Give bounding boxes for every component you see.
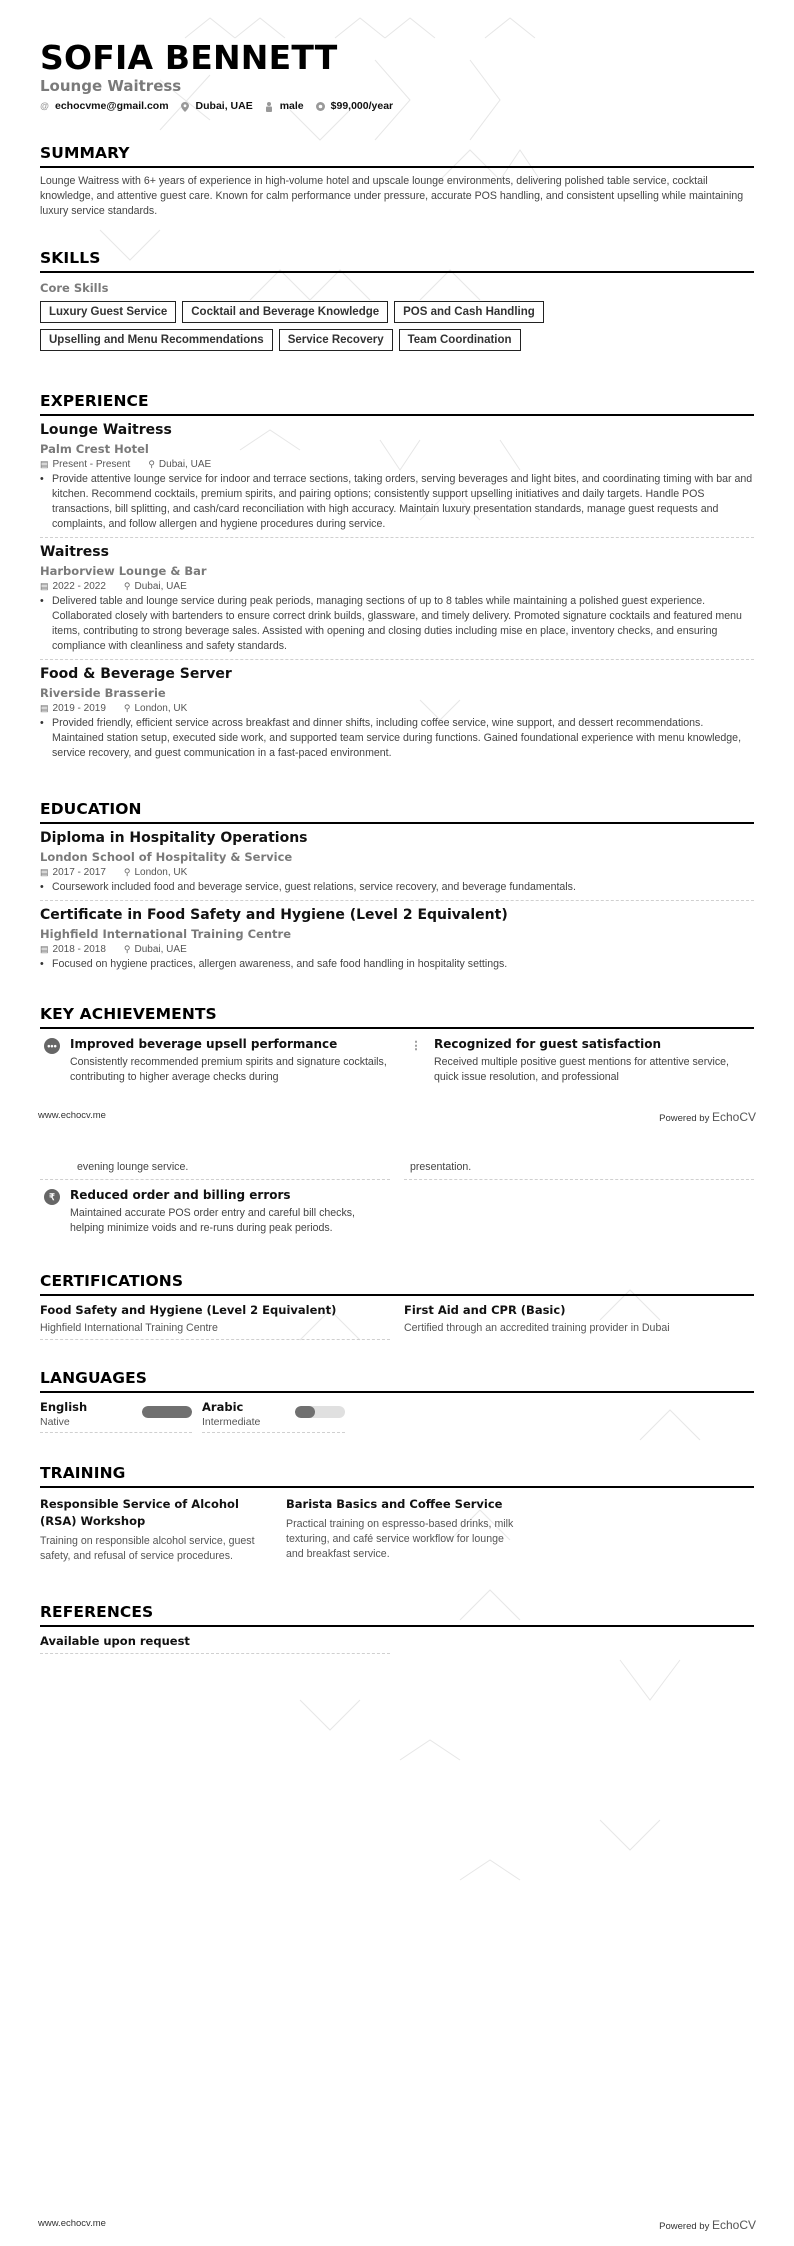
language-proficiency-fill: [142, 1406, 192, 1418]
experience-section: [40, 392, 754, 766]
education-location: Dubai, UAE: [134, 944, 187, 955]
skill-chip: Service Recovery: [279, 329, 393, 351]
calendar-icon: ▤: [40, 459, 49, 469]
contact-gender: [265, 100, 304, 112]
calendar-icon: ▤: [40, 703, 49, 713]
section-title-skills: SKILLS: [40, 249, 754, 273]
certifications-section: [40, 1272, 754, 1340]
education-section: [40, 800, 754, 977]
education-description-text: Coursework included food and beverage service, guest relations, service recovery, and beverage fundamentals.: [52, 881, 576, 893]
footer-powered: [659, 1110, 756, 1124]
skill-chip: Cocktail and Beverage Knowledge: [182, 301, 388, 323]
job-dates: Present - Present: [52, 459, 131, 470]
language-item: [202, 1393, 345, 1433]
education-dates: 2017 - 2017: [52, 867, 106, 878]
bullet-icon: •: [40, 595, 44, 607]
achievement-desc: Maintained accurate POS order entry and careful bill checks, helping minimize voids and re-runs during peak periods.: [70, 1207, 355, 1234]
language-proficiency-fill: [295, 1406, 315, 1418]
section-title-languages: LANGUAGES: [40, 1369, 754, 1393]
experience-entry: [40, 538, 754, 660]
bullet-icon: •: [40, 958, 44, 970]
job-meta: [40, 459, 754, 470]
skills-group-label: Core Skills: [40, 281, 109, 295]
references-section: [40, 1603, 754, 1654]
education-location: London, UK: [134, 867, 188, 878]
references-text: Available upon request: [40, 1627, 390, 1654]
training-desc: Training on responsible alcohol service, guest safety, and refusal of service procedures.: [40, 1535, 255, 1562]
achievements-section: [40, 1005, 754, 1085]
salary-icon: [316, 102, 325, 111]
language-name: Arabic: [202, 1400, 244, 1414]
summary-text: Lounge Waitress with 6+ years of experience in high-volume hotel and upscale lounge environments, delivering polished table service, cocktail knowledge, and attentive guest care. Known for calm performance under pressure, accurate POS handling, and consistent upselling while maintaining luxury service standards.: [40, 175, 744, 217]
job-description-text: Provided friendly, efficient service across breakfast and dinner shifts, including coffee service, wine support, and dessert recommendations. Maintained station setup, executed side work, and supported team service during functions. Gained foundational experience with menu knowledge, service recovery, and guest communication in a fast-paced environment.: [52, 717, 742, 759]
achievement-desc: Received multiple positive guest mentions for attentive service, quick issue resolution, and professional: [434, 1056, 730, 1083]
job-role: Food & Beverage Server: [40, 666, 232, 682]
training-section: [40, 1464, 754, 1564]
candidate-title: Lounge Waitress: [40, 77, 182, 95]
education-description: [40, 957, 754, 972]
powered-by-label: Powered by: [659, 1113, 710, 1124]
achievement-desc: presentation.: [410, 1161, 472, 1173]
language-name: English: [40, 1400, 88, 1414]
section-title-education: EDUCATION: [40, 800, 754, 824]
certification-issuer: Certified through an accredited training provider in Dubai: [404, 1322, 670, 1334]
footer-website[interactable]: www.echocv.me: [38, 2218, 106, 2229]
person-icon: [265, 102, 274, 111]
page-footer: [38, 2218, 756, 2232]
job-company: Palm Crest Hotel: [40, 442, 149, 456]
job-company: Riverside Brasserie: [40, 686, 166, 700]
more-dots-icon: •••: [44, 1038, 60, 1054]
contact-email[interactable]: [40, 100, 169, 112]
language-level: Native: [40, 1416, 70, 1428]
contact-row: [40, 100, 393, 112]
job-meta: [40, 581, 754, 592]
bullet-icon: •: [40, 717, 44, 729]
brand-name: EchoCV: [711, 2218, 756, 2232]
map-pin-icon: ⚲: [123, 867, 131, 877]
achievement-item: [404, 1029, 754, 1085]
skills-section: [40, 249, 754, 351]
skills-chip-list: [40, 301, 640, 351]
rupee-icon: ₹: [44, 1189, 60, 1205]
achievements-grid-continued: [40, 1160, 754, 1236]
map-pin-icon: ⚲: [123, 581, 131, 591]
bullet-icon: •: [40, 881, 44, 893]
skill-chip: Team Coordination: [399, 329, 521, 351]
map-pin-icon: [181, 102, 190, 111]
education-entry: [40, 901, 754, 977]
job-description: [40, 472, 754, 532]
salary-text: $99,000/year: [330, 100, 394, 112]
education-meta: [40, 867, 754, 878]
skill-chip: POS and Cash Handling: [394, 301, 544, 323]
education-description-text: Focused on hygiene practices, allergen awareness, and safe food handling in hospitality settings.: [52, 958, 508, 970]
job-dates: 2019 - 2019: [52, 703, 106, 714]
job-location: Dubai, UAE: [134, 581, 187, 592]
certification-issuer: Highfield International Training Centre: [40, 1322, 218, 1334]
experience-entry: [40, 660, 754, 766]
job-role: Lounge Waitress: [40, 422, 172, 438]
degree-name: Diploma in Hospitality Operations: [40, 830, 308, 846]
email-text: echocvme@gmail.com: [55, 100, 169, 112]
achievement-desc: evening lounge service.: [77, 1161, 189, 1173]
contact-salary: [316, 100, 393, 112]
map-pin-icon: ⚲: [123, 703, 131, 713]
language-item: [40, 1393, 192, 1433]
section-title-certifications: CERTIFICATIONS: [40, 1272, 754, 1296]
education-meta: [40, 944, 754, 955]
language-proficiency-bar: [295, 1406, 345, 1418]
languages-list: [40, 1393, 754, 1433]
languages-section: [40, 1369, 754, 1433]
education-description: [40, 880, 754, 895]
job-location: Dubai, UAE: [158, 459, 212, 470]
school-name: London School of Hospitality & Service: [40, 850, 293, 864]
skill-chip: Upselling and Menu Recommendations: [40, 329, 273, 351]
job-location: London, UK: [134, 703, 188, 714]
section-title-summary: SUMMARY: [40, 144, 754, 168]
experience-entry: [40, 416, 754, 538]
calendar-icon: ▤: [40, 581, 49, 591]
achievement-title: Recognized for guest satisfaction: [434, 1037, 662, 1051]
language-proficiency-bar: [142, 1406, 192, 1418]
achievements-continued: [40, 1160, 754, 1236]
job-dates: 2022 - 2022: [52, 581, 106, 592]
achievement-item: [40, 1029, 390, 1085]
achievement-desc: Consistently recommended premium spirits and signature cocktails, contributing to higher average checks during: [70, 1056, 387, 1083]
section-title-references: REFERENCES: [40, 1603, 754, 1627]
footer-website[interactable]: www.echocv.me: [38, 1110, 106, 1121]
job-meta: [40, 703, 754, 714]
training-name: Barista Basics and Coffee Service: [286, 1497, 503, 1511]
at-icon: @: [40, 100, 49, 111]
school-name: Highfield International Training Centre: [40, 927, 292, 941]
map-pin-icon: ⚲: [123, 944, 131, 954]
powered-by-label: Powered by: [659, 2221, 710, 2232]
certification-name: First Aid and CPR (Basic): [404, 1303, 566, 1317]
certification-item: [404, 1296, 754, 1340]
map-pin-icon: ⚲: [148, 459, 155, 469]
footer-powered: [659, 2218, 756, 2232]
training-item: [286, 1488, 516, 1564]
job-description-text: Provide attentive lounge service for indoor and terrace sections, taking orders, serving beverages and light bites, and coordinating timing with bar and kitchen. Recommend cocktails, premium spirits, and pairing options; consistently support upselling initiatives and daily targets. Handle POS transactions, bill splitting, and cash/card reconciliation with high accuracy. Maintain luxury presentation standards, manage guest requests and complaints, and follow allergen and hygiene procedures during service.: [52, 473, 753, 530]
training-item: [40, 1488, 270, 1564]
education-dates: 2018 - 2018: [52, 944, 106, 955]
certifications-grid: [40, 1296, 754, 1340]
certification-item: [40, 1296, 390, 1340]
location-text: Dubai, UAE: [195, 100, 253, 112]
job-role: Waitress: [40, 544, 109, 560]
section-title-experience: EXPERIENCE: [40, 392, 754, 416]
page-footer: [38, 1110, 756, 1124]
achievement-title: Improved beverage upsell performance: [70, 1037, 338, 1051]
training-desc: Practical training on espresso-based drinks, milk texturing, and café service workflow for lounge and breakfast service.: [286, 1518, 514, 1560]
gender-text: male: [279, 100, 304, 112]
training-name: Responsible Service of Alcohol (RSA) Workshop: [40, 1497, 239, 1528]
certification-name: Food Safety and Hygiene (Level 2 Equivalent): [40, 1303, 337, 1317]
brand-name: EchoCV: [711, 1110, 756, 1124]
job-description-text: Delivered table and lounge service during peak periods, managing sections of up to 8 tables while maintaining a polished guest experience. Collaborated closely with bartenders to ensure correct drink builds, glassware, and timely delivery. Promoted signature cocktails and featured menu items, contributing to strong beverage sales. Assisted with opening and closing duties including mise en place, inventory checks, and ensuring compliance with cleanliness and safety standards.: [52, 595, 742, 652]
achievements-grid: [40, 1029, 754, 1085]
skill-chip: Luxury Guest Service: [40, 301, 176, 323]
training-grid: [40, 1488, 754, 1564]
calendar-icon: ▤: [40, 867, 49, 877]
degree-name: Certificate in Food Safety and Hygiene (Level 2 Equivalent): [40, 907, 508, 923]
achievement-desc-continued: [40, 1160, 390, 1180]
achievement-item: [40, 1180, 390, 1236]
achievement-desc-continued: [404, 1160, 754, 1180]
language-level: Intermediate: [202, 1416, 261, 1428]
job-description: [40, 594, 754, 654]
bullet-icon: •: [40, 473, 44, 485]
section-title-training: TRAINING: [40, 1464, 754, 1488]
education-entry: [40, 824, 754, 901]
contact-location: [181, 100, 253, 112]
job-company: Harborview Lounge & Bar: [40, 564, 207, 578]
vertical-dots-icon: ⋮: [410, 1040, 422, 1052]
calendar-icon: ▤: [40, 944, 49, 954]
section-title-achievements: KEY ACHIEVEMENTS: [40, 1005, 754, 1029]
achievement-title: Reduced order and billing errors: [70, 1188, 291, 1202]
job-description: [40, 716, 754, 761]
candidate-name: SOFIA BENNETT: [40, 38, 338, 77]
summary-section: [40, 144, 754, 219]
